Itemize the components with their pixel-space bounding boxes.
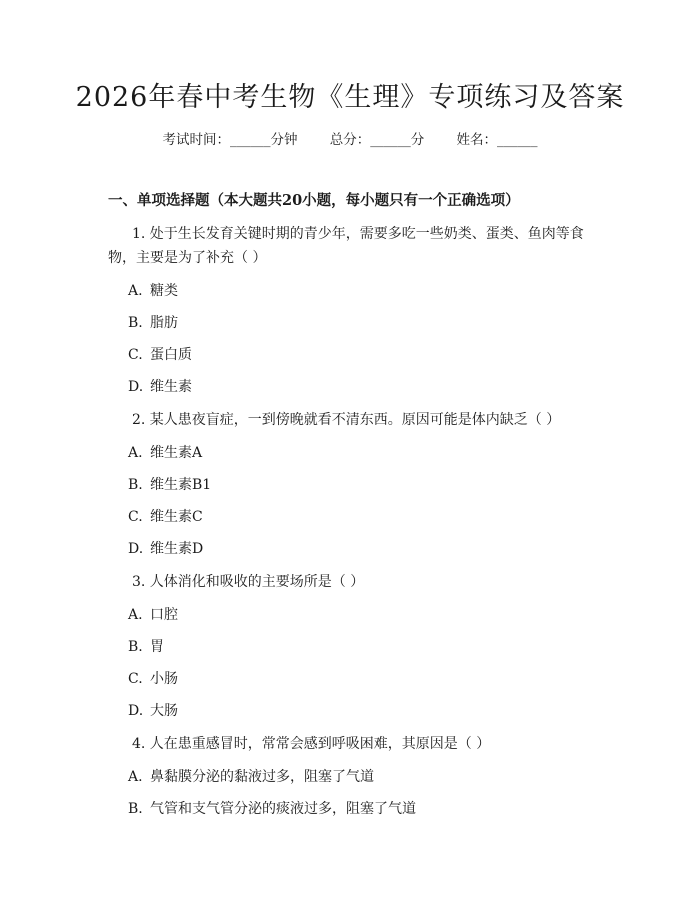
answer-option <box>108 799 588 819</box>
option-letter: C. <box>128 509 143 525</box>
answer-option <box>108 281 588 301</box>
option-text: 大肠 <box>150 703 178 719</box>
option-letter: D. <box>128 379 144 395</box>
option-letter: D. <box>128 541 144 557</box>
answer-option <box>108 767 588 787</box>
option-letter: B. <box>128 639 143 655</box>
option-text: 鼻黏膜分泌的黏液过多，阻塞了气道 <box>150 769 374 785</box>
answer-option <box>108 443 588 463</box>
question-stem: 2. 某人患夜盲症，一到傍晚就看不清东西。原因可能是体内缺乏（ ） <box>132 412 561 428</box>
answer-option <box>108 539 588 559</box>
option-text: 维生素B1 <box>150 477 212 493</box>
answer-option <box>108 701 588 721</box>
option-letter: C. <box>128 671 143 687</box>
student-name-field: 姓名：______ <box>456 132 538 148</box>
option-text: 脂肪 <box>150 315 178 331</box>
answer-option <box>108 475 588 495</box>
total-score-field: 总分：______分 <box>329 132 425 148</box>
option-text: 口腔 <box>150 607 178 623</box>
option-text: 维生素D <box>150 541 204 557</box>
option-text: 维生素 <box>150 379 192 395</box>
option-text: 小肠 <box>150 671 178 687</box>
answer-option <box>108 669 588 689</box>
option-text: 糖类 <box>150 283 178 299</box>
question-stem: 3. 人体消化和吸收的主要场所是（ ） <box>132 574 365 590</box>
option-letter: B. <box>128 315 143 331</box>
answer-option <box>108 637 588 657</box>
question-list <box>108 222 588 819</box>
answer-option <box>108 345 588 365</box>
section-header: 一、单项选择题（本大题共20小题，每小题只有一个正确选项） <box>108 192 520 209</box>
exam-info-line <box>0 130 700 150</box>
option-letter: D. <box>128 703 144 719</box>
answer-option <box>108 313 588 333</box>
question-stem: 1. 处于生长发育关键时期的青少年，需要多吃一些奶类、蛋类、鱼肉等食物，主要是为了补充（ ） <box>108 226 584 266</box>
answer-option <box>108 507 588 527</box>
option-letter: B. <box>128 477 143 493</box>
option-text: 气管和支气管分泌的痰液过多，阻塞了气道 <box>150 801 416 817</box>
option-text: 胃 <box>150 639 164 655</box>
option-text: 维生素C <box>150 509 203 525</box>
exam-time-field: 考试时间：______分钟 <box>162 132 298 148</box>
page-title: 2026年春中考生物《生理》专项练习及答案 <box>75 82 625 113</box>
option-letter: A. <box>128 283 143 299</box>
answer-option <box>108 605 588 625</box>
option-letter: B. <box>128 801 143 817</box>
answer-option <box>108 377 588 397</box>
option-letter: A. <box>128 445 143 461</box>
option-letter: A. <box>128 769 143 785</box>
option-letter: A. <box>128 607 143 623</box>
option-letter: C. <box>128 347 143 363</box>
option-text: 蛋白质 <box>150 347 192 363</box>
question-stem: 4. 人在患重感冒时，常常会感到呼吸困难，其原因是（ ） <box>132 736 491 752</box>
option-text: 维生素A <box>150 445 203 461</box>
